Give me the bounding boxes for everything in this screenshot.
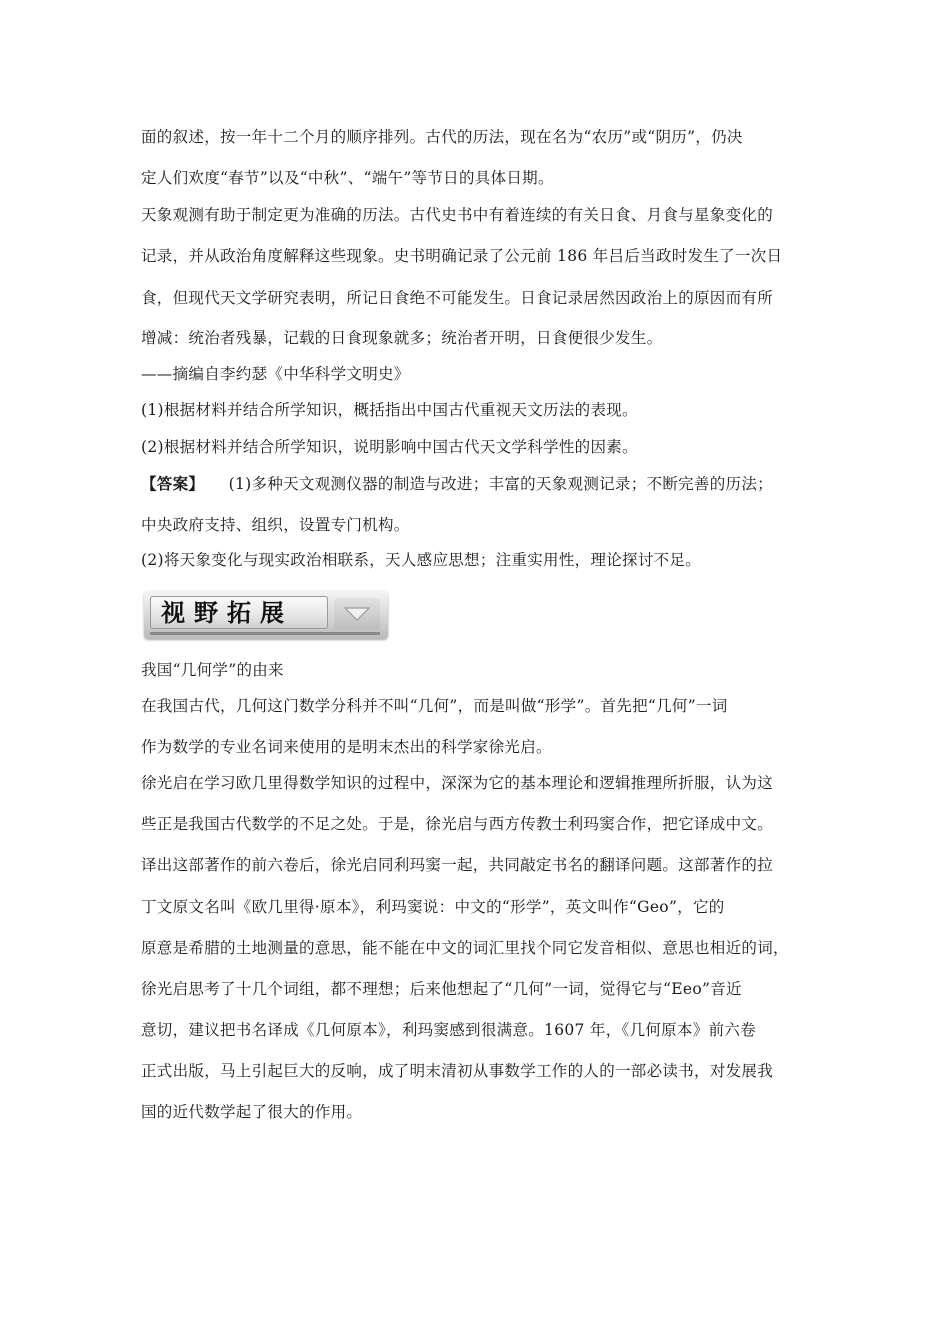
article-line-9: 意切，建议把书名译成《几何原本》，利玛窦感到很满意。1607 年，《几何原本》前六卷 [141, 1021, 756, 1039]
article-line-7: 原意是希腊的土地测量的意思，能不能在中文的词汇里找个同它发音相似、意思也相近的词， [141, 939, 789, 957]
article-line-5: 译出这部著作的前六卷后，徐光启同利玛窦一起，共同敲定书名的翻译问题。这部著作的拉 [141, 856, 774, 874]
section-banner [144, 591, 388, 639]
chevron-down-icon [334, 598, 380, 630]
material-line-1: 面的叙述，按一年十二个月的顺序排列。古代的历法，现在名为“农历”或“阴历”，仍决 [141, 128, 743, 146]
material-line-4: 记录，并从政治角度解释这些现象。史书明确记录了公元前 186 年吕后当政时发生了一次日 [141, 247, 783, 265]
article-line-8: 徐光启思考了十几个词组，都不理想；后来他想起了“几何”一词，觉得它与“Eeo”音近 [141, 980, 742, 998]
article-line-1: 在我国古代，几何这门数学分科并不叫“几何”，而是叫做“形学”。首先把“几何”一词 [141, 697, 728, 715]
answer-part-1: (1)多种天文观测仪器的制造与改进；丰富的天象观测记录；不断完善的历法； [228, 475, 773, 493]
answer-line-1 [141, 474, 773, 494]
article-line-2: 作为数学的专业名词来使用的是明末杰出的科学家徐光启。 [141, 738, 552, 756]
material-line-3: 天象观测有助于制定更为准确的历法。古代史书中有着连续的有关日食、月食与星象变化的 [141, 206, 774, 224]
article-line-10: 正式出版，马上引起巨大的反响，成了明末清初从事数学工作的人的一部必读书，对发展我 [141, 1062, 774, 1080]
banner-underline [150, 632, 380, 635]
banner-title: 视野拓展 [150, 596, 328, 629]
answer-line-3: (2)将天象变化与现实政治相联系，天人感应思想；注重实用性，理论探讨不足。 [141, 551, 702, 569]
article-title: 我国“几何学”的由来 [141, 661, 284, 679]
material-line-5: 食，但现代天文学研究表明，所记日食绝不可能发生。日食记录居然因政治上的原因而有所 [141, 289, 774, 307]
material-line-6: 增减：统治者残暴，记载的日食现象就多；统治者开明，日食便很少发生。 [141, 329, 663, 347]
article-line-3: 徐光启在学习欧几里得数学知识的过程中，深深为它的基本理论和逻辑推理所折服，认为这 [141, 774, 774, 792]
answer-tag: 【答案】 [141, 474, 205, 493]
answer-line-2: 中央政府支持、组织，设置专门机构。 [141, 516, 410, 534]
material-source: ——摘编自李约瑟《中华科学文明史》 [141, 365, 410, 383]
question-2: (2)根据材料并结合所学知识，说明影响中国古代天文学科学性的因素。 [141, 438, 638, 456]
question-1: (1)根据材料并结合所学知识，概括指出中国古代重视天文历法的表现。 [141, 401, 638, 419]
material-line-2: 定人们欢度“春节”以及“中秋”、“端午”等节日的具体日期。 [141, 169, 554, 187]
article-line-4: 些正是我国古代数学的不足之处。于是，徐光启与西方传教士利玛窦合作，把它译成中文。 [141, 815, 774, 833]
article-line-6: 丁文原文名叫《欧几里得·原本》，利玛窦说：中文的“形学”，英文叫作“Geo”，它的 [141, 898, 725, 916]
article-line-11: 国的近代数学起了很大的作用。 [141, 1103, 363, 1121]
